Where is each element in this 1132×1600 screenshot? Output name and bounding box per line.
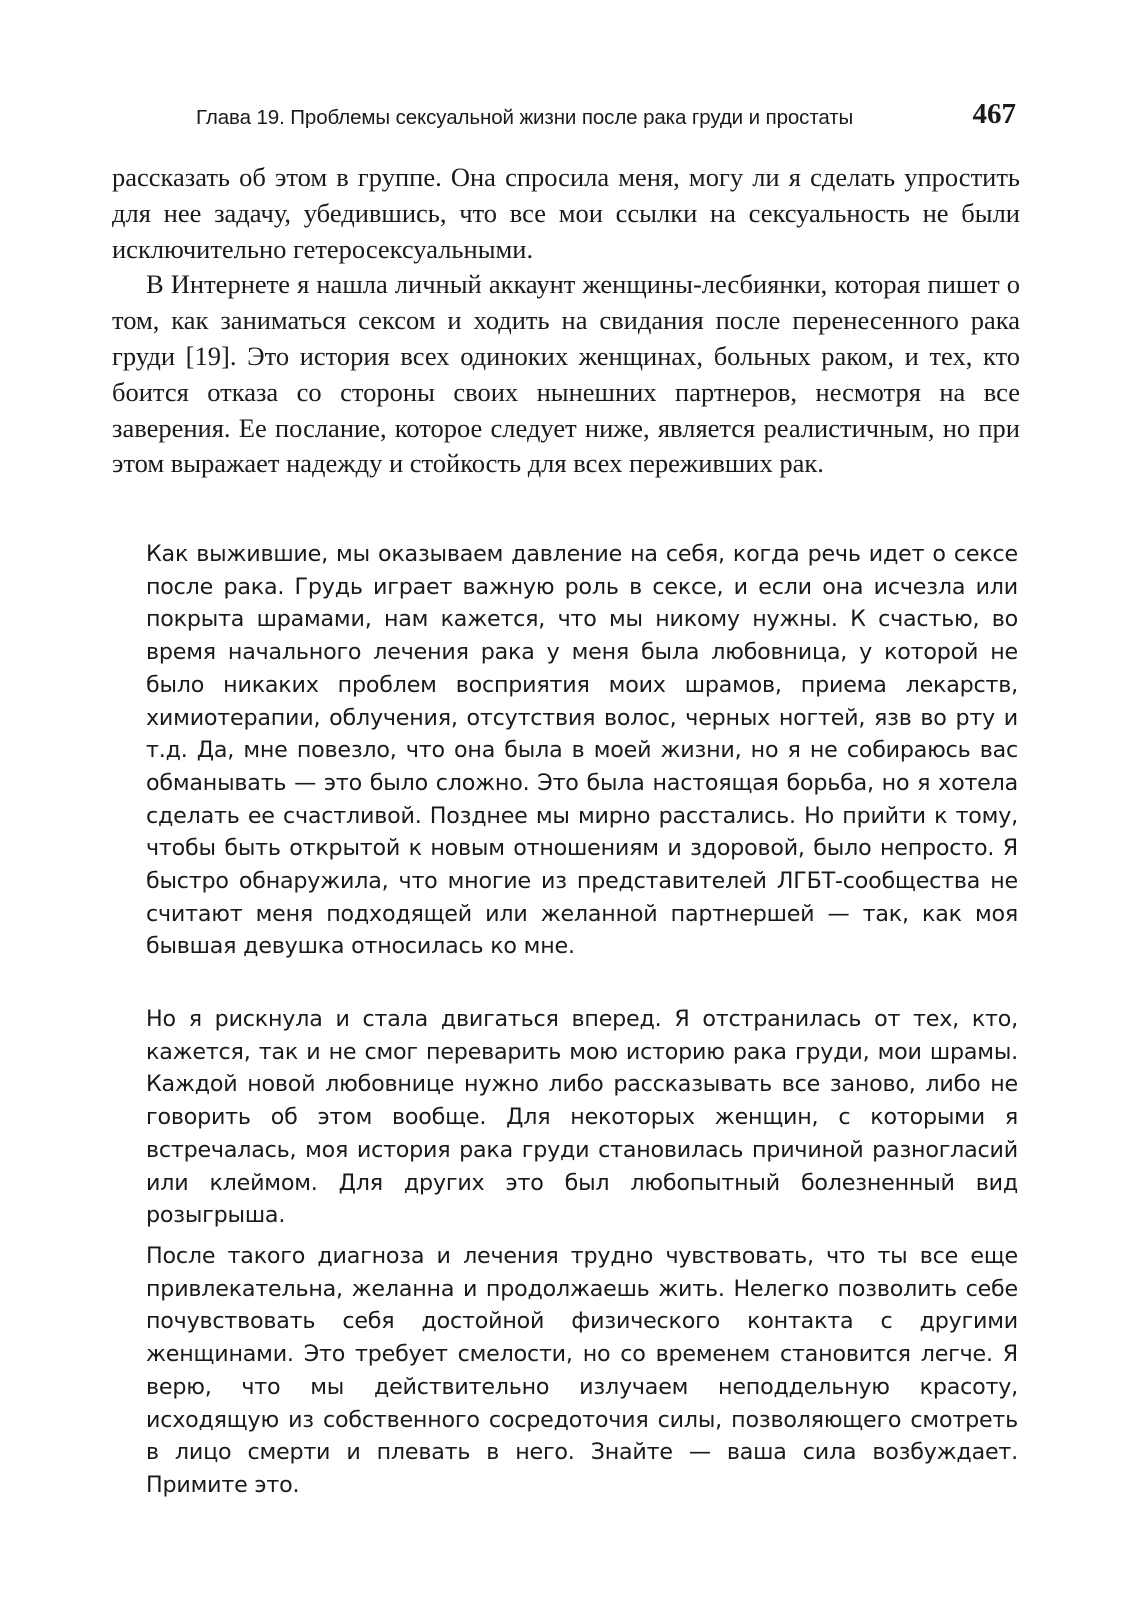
quote-block: [146, 1003, 1018, 1232]
running-header: [196, 100, 1016, 140]
quote-block: [146, 538, 1018, 963]
chapter-title: Глава 19. Проблемы сексуальной жизни после рака груди и простаты: [196, 106, 854, 129]
quote-paragraph: После такого диагноза и лечения трудно чувствовать, что ты все еще привлекательна, желанна и продолжаешь жить. Нелегко позволить себе почувствовать себя достойной физического контакта с другими женщинами. Это требует смелости, но со временем становится легче. Я верю, что мы действительно излучаем неподдельную красоту, исходящую из собственного сосредоточия силы, позволяющего смотреть в лицо смерти и плевать в него. Знайте — ваша сила возбуждает. Примите это.: [146, 1243, 1018, 1498]
body-paragraph: рассказать об этом в группе. Она спросила меня, могу ли я сделать упростить для нее задачу, убедившись, что все мои ссылки на сексуальность не были исключительно гетеросексуальными.: [112, 162, 1020, 264]
quote-paragraph: Но я рискнула и стала двигаться вперед. Я отстранилась от тех, кто, кажется, так и не смог переварить мою историю рака груди, мои шрамы. Каждой новой любовнице нужно либо рассказывать все заново, либо не говорить об этом вообще. Для некоторых женщин, с которыми я встречалась, моя история рака груди становилась причиной разногласий или клеймом. Для других это был любопытный болезненный вид розыгрыша.: [146, 1006, 1018, 1229]
page-number: 467: [972, 98, 1016, 130]
body-text: [112, 160, 1020, 482]
quote-paragraph: Как выжившие, мы оказываем давление на себя, когда речь идет о сексе после рака. Грудь играет важную роль в сексе, и если она исчезла или покрыта шрамами, нам кажется, что мы никому нужны. К счастью, во время начального лечения рака у меня была любовница, у которой не было никаких проблем восприятия моих шрамов, приема лекарств, химиотерапии, облучения, отсутствия волос, черных ногтей, язв во рту и т.д. Да, мне повезло, что она была в моей жизни, но я не собираюсь вас обманывать — это было сложно. Это была настоящая борьба, но я хотела сделать ее счастливой. Позднее мы мирно расстались. Но прийти к тому, чтобы быть открытой к новым отношениям и здоровой, было непросто. Я быстро обнаружила, что многие из представителей ЛГБТ-сообщества не считают меня подходящей или желанной партнершей — так, как моя бывшая девушка относилась ко мне.: [146, 541, 1018, 960]
quote-block: [146, 1240, 1018, 1502]
body-paragraph: В Интернете я нашла личный аккаунт женщины-лесбиянки, которая пишет о том, как заниматься сексом и ходить на свидания после перенесенного рака груди [19]. Это история всех одиноких женщинах, больных раком, и тех, кто боится отказа со стороны своих нынешних партнеров, несмотря на все заверения. Ее послание, которое следует ниже, является реалистичным, но при этом выражает надежду и стойкость для всех переживших рак.: [112, 269, 1020, 479]
